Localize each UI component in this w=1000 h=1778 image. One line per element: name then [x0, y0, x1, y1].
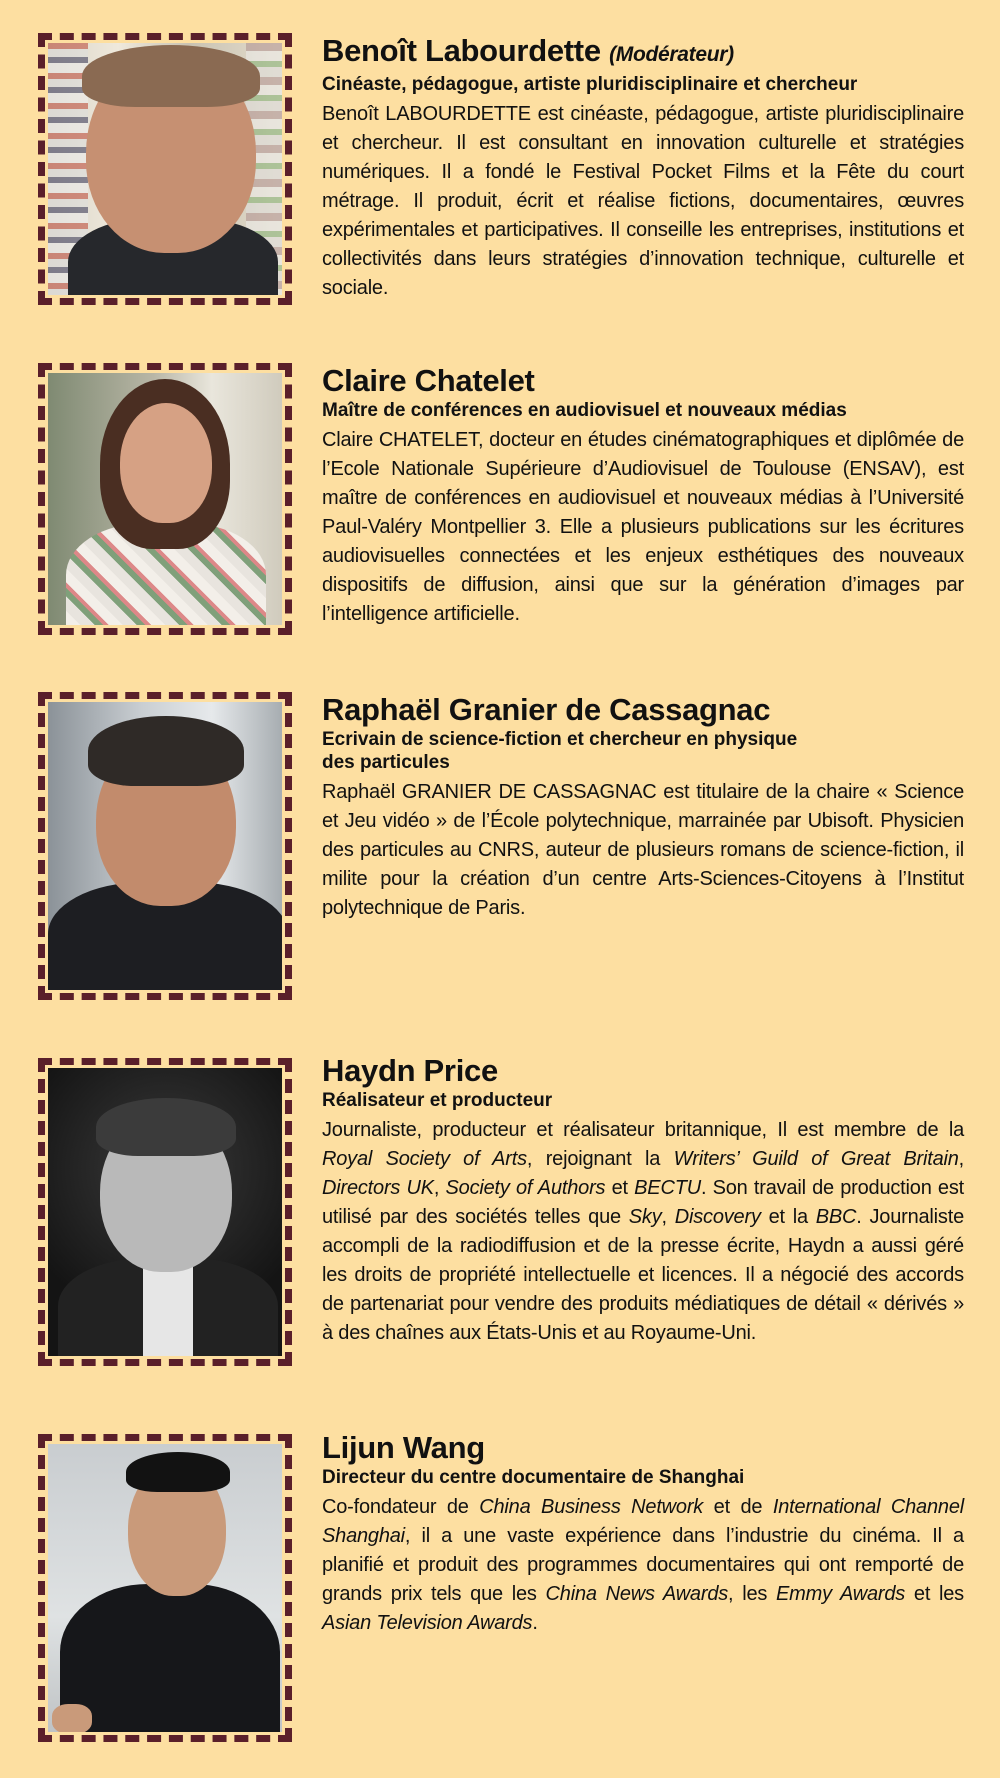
speaker-text — [322, 1430, 964, 1638]
speaker-name: Claire Chatelet — [322, 363, 535, 398]
speaker-title: Maître de conférences en audiovisuel et nouveaux médias — [322, 400, 847, 421]
speaker-bio: Journaliste, producteur et réalisateur britannique, Il est membre de la Royal Society of Arts, rejoignant la Writers’ Guild of Great Britain, Directors UK, Society of Authors et BECTU. Son travail de production est utilisé par des sociétés telles que Sky, Discovery et la BBC. Journaliste accompli de la radiodiffusion et de la presse écrite, Haydn a aussi géré les droits de propriété intellectuelle et licences. Il a négocié des accords de partenariat pour vendre des produits médiatiques de détail « dérivés » à des chaînes aux États-Unis et au Royaume-Uni. — [322, 1119, 965, 1344]
speaker-title: Directeur du centre documentaire de Shanghai — [322, 1467, 745, 1488]
speaker-text — [322, 33, 964, 303]
speaker-name: Benoît Labourdette (Modérateur) — [322, 33, 734, 68]
speaker-name: Lijun Wang — [322, 1430, 485, 1465]
portrait-photo-cassagnac — [48, 702, 282, 990]
portrait-photo-labourdette — [48, 43, 282, 295]
speaker-text — [322, 1053, 964, 1348]
speaker-text — [322, 692, 964, 923]
speaker-bio: Raphaël GRANIER DE CASSAGNAC est titulaire de la chaire « Science et Jeu vidéo » de l’École polytechnique, marrainée par Ubisoft. Physicien des particules au CNRS, auteur de plusieurs romans de science-fiction, il milite pour la création d’un centre Arts-Sciences-Citoyens à l’Institut polytechnique de Paris. — [322, 781, 964, 919]
portrait-frame — [38, 33, 292, 305]
portrait-photo-wang — [48, 1444, 282, 1732]
speaker-text — [322, 363, 964, 629]
portrait-photo-chatelet — [48, 373, 282, 625]
speaker-bio: Claire CHATELET, docteur en études cinématographiques et diplômée de l’Ecole Nationale Supérieure d’Audiovisuel de Toulouse (ENSAV), est maître de conférences en audiovisuel et nouveaux médias à l’Université Paul-Valéry Montpellier 3. Elle a plusieurs publications sur les écritures audiovisuelles connectées et les enjeux esthétiques des nouveaux dispositifs de diffusion, ainsi que sur la génération d’images par l’intelligence artificielle. — [322, 429, 964, 625]
portrait-frame — [38, 363, 292, 635]
speaker-name: Raphaël Granier de Cassagnac — [322, 692, 771, 727]
portrait-frame — [38, 692, 292, 1000]
speaker-bio: Co-fondateur de China Business Network et de International Channel Shanghai, il a une vaste expérience dans l’industrie du cinéma. Il a planifié et produit des programmes documentaires qui ont remporté de grands prix tels que les China News Awards, les Emmy Awards et les Asian Television Awards. — [322, 1496, 964, 1634]
portrait-photo-price — [48, 1068, 282, 1356]
portrait-frame — [38, 1434, 292, 1742]
speaker-bio: Benoît LABOURDETTE est cinéaste, pédagogue, artiste pluridisciplinaire et chercheur. Il est consultant en innovation culturelle et stratégies numériques. Il a fondé le Festival Pocket Films et la Fête du court métrage. Il produit, écrit et réalise fictions, documentaires, œuvres expérimentales et participatives. Il conseille les entreprises, institutions et collectivités dans leurs stratégies d’innovation technique, culturelle et sociale. — [322, 103, 964, 299]
moderator-tag: (Modérateur) — [609, 43, 734, 66]
speaker-title: Ecrivain de science-fiction et chercheur en physique des particules — [322, 729, 798, 773]
speaker-title: Réalisateur et producteur — [322, 1090, 553, 1111]
speaker-name: Haydn Price — [322, 1053, 498, 1088]
speaker-title: Cinéaste, pédagogue, artiste pluridisciplinaire et chercheur — [322, 74, 858, 95]
portrait-frame — [38, 1058, 292, 1366]
